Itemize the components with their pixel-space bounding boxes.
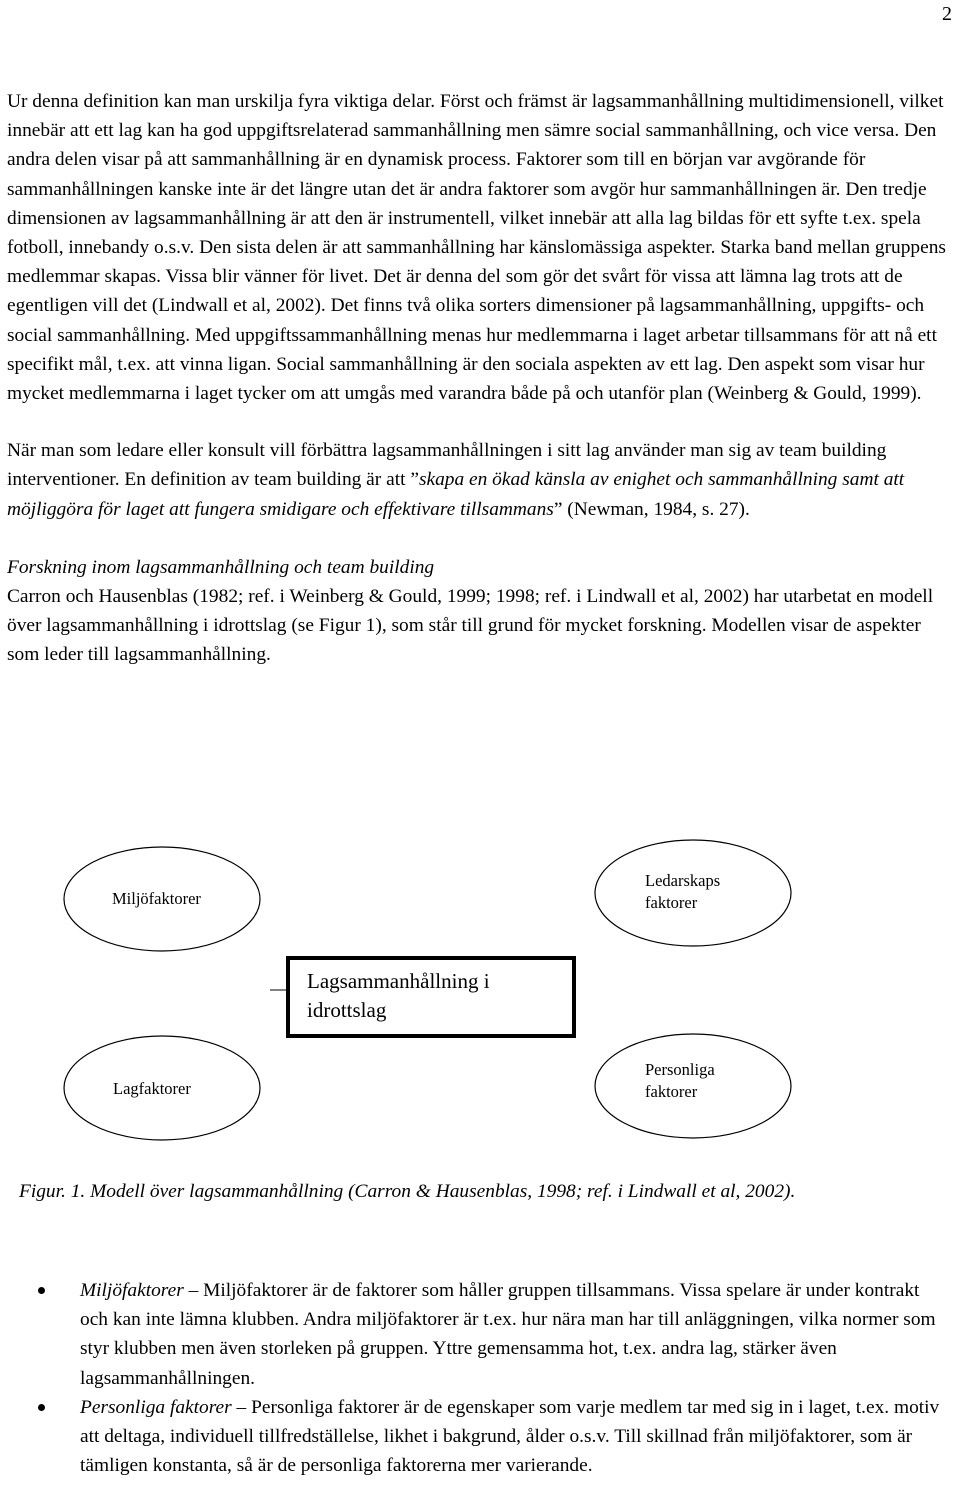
list-item-text: Personliga faktorer är de egenskaper som varje medlem tar med sig in i laget, t.ex. motiv att deltaga, individuell tillfredställelse, likhet i bakgrund, ålder o.s.v. Till skillnad från miljöfaktorer, som är tämligen konstanta, så är de personliga faktorerna mer varierande. [80,1396,940,1477]
label-line: Lagsammanhållning i [307,969,490,993]
page-number: 2 [942,3,952,25]
paragraph-definition-parts [7,87,953,408]
label-personliga-faktorer [645,1059,715,1103]
factor-list [0,1276,960,1480]
cohesion-model-figure [0,830,960,1150]
label-miljofaktorer: Miljöfaktorer [112,889,201,908]
list-item-text: Miljöfaktorer är de faktorer som håller gruppen tillsammans. Vissa spelare är under kontrakt och kan inte lämna klubben. Andra miljöfaktorer är t.ex. hur nära man har till anläggningen, vilka normer som styr klubben men även storleken på gruppen. Yttre gemensamma hot, t.ex. andra lag, stärker även lagsammanhållningen. [80,1280,936,1389]
figure-caption [19,1177,919,1206]
list-item [0,1393,952,1481]
label-line: faktorer [645,1082,698,1101]
paragraph-text: Ur denna definition kan man urskilja fyra viktiga delar. Först och främst är lagsammanhållning multidimensionell, vilket innebär att ett lag kan ha god uppgiftsrelaterad sammanhållning men sämre social sammanhållning, och vice versa. Den andra delen visar på att sammanhållning är en dynamisk process. Faktorer som till en början var avgörande för sammanhållningen kanske inte är det längre utan det är andra faktorer som avgör hur sammanhållningen är. Den tredje dimensionen av lagsammanhållning är att den är instrumentell, vilket innebär att alla lag bildas för ett syfte t.ex. spela fotboll, innebandy o.s.v. Den sista delen är att sammanhållning har känslomässiga aspekter. Starka band mellan gruppens medlemmar skapas. Vissa blir vänner för livet. Det är denna del som gör det svårt för vissa att lämna lag trots att de egentligen vill det (Lindwall et al, 2002). [7,91,946,317]
label-line: Ledarskaps [645,871,721,890]
list-item-dash: – [183,1280,204,1301]
label-lagsammanhallning [307,967,490,1025]
caption-text: Figur. 1. Modell över lagsammanhållning (Carron & Hausenblas, 1998; ref. i Lindwall et al, 2002). [19,1181,796,1202]
label-ledarskaps-faktorer [645,870,720,914]
label-lagfaktorer: Lagfaktorer [113,1079,191,1098]
list-item-term: Miljöfaktorer [80,1280,184,1301]
paragraph-model: Carron och Hausenblas (1982; ref. i Weinberg & Gould, 1999; 1998; ref. i Lindwall et al, 2002) har utarbetat en modell över lagsammanhållning i idrottslag (se Figur 1), som står till grund för mycket forskning. Modellen visar de aspekter som leder till lagsammanhållning. [7,586,934,666]
bullet-icon [38,1287,45,1294]
definition-quote: skapa en ökad känsla av enighet och sammanhållning samt att möjliggöra för laget att fungera smidigare och effektivare tillsammans [7,469,905,520]
paragraph-team-building [7,436,953,524]
section-heading: Forskning inom lagsammanhållning och team building [7,556,435,578]
bullet-icon [38,1404,45,1411]
paragraph-text: ” (Newman, 1984, s. 27). [553,498,750,520]
label-line: idrottslag [307,998,387,1022]
list-item-term: Personliga faktorer [80,1396,232,1418]
label-line: faktorer [645,893,698,912]
paragraph-text: När man som ledare eller konsult vill förbättra lagsammanhållningen i sitt lag använder man sig av team building interventioner. En definition av team building är att ” [7,440,887,491]
list-item [0,1276,952,1393]
label-line: Personliga [645,1060,715,1079]
paragraph-text: Det finns två olika sorters dimensioner på lagsammanhållning, uppgifts- och social sammanhållning. Med uppgiftssammanhållning menas hur medlemmarna i laget arbetar tillsammans för att nå ett specifikt mål, t.ex. att vinna ligan. Social sammanhållning är den sociala aspekten av ett lag. Den aspekt som visar hur mycket medlemmarna i laget tycker om att umgås med varandra både på och utanför plan (Weinberg & Gould, 1999). [7,295,937,405]
list-item-dash: – [231,1396,252,1418]
body-text [7,87,953,670]
